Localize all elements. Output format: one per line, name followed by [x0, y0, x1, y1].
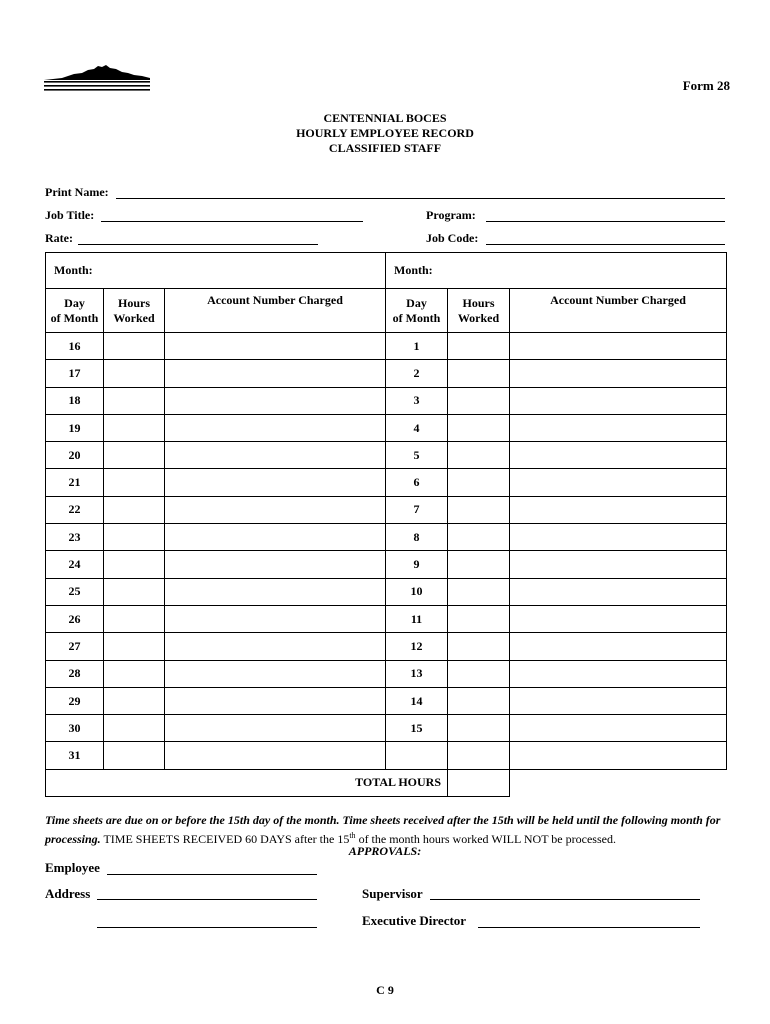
account-cell-right[interactable]: [510, 333, 727, 360]
note-superscript: th: [349, 831, 356, 840]
hours-cell-right[interactable]: [448, 469, 510, 496]
day-cell-left: 31: [46, 742, 104, 769]
day-of-month-header-right: Day of Month: [386, 289, 448, 333]
account-cell-right[interactable]: [510, 551, 727, 578]
note-italic: Time sheets are due on or before the 15th day of the month. Time sheets received after the 15th will be held until the following month for processing.: [45, 813, 721, 846]
account-cell-left[interactable]: [165, 687, 386, 714]
table-row: [46, 524, 727, 551]
account-cell-right[interactable]: [510, 633, 727, 660]
hours-cell-left[interactable]: [104, 333, 165, 360]
print-name-field[interactable]: [116, 198, 725, 199]
job-title-label: Job Title:: [45, 208, 95, 222]
day-cell-left: 30: [46, 715, 104, 742]
account-cell-left[interactable]: [165, 360, 386, 387]
address-line-1[interactable]: [97, 899, 317, 900]
hours-cell-left[interactable]: [104, 605, 165, 632]
hours-table: [45, 252, 727, 797]
account-number-header-right: Account Number Charged: [510, 289, 727, 333]
hours-cell-right[interactable]: [448, 414, 510, 441]
centennial-boces-logo: [42, 60, 152, 94]
account-cell-right[interactable]: [510, 660, 727, 687]
account-cell-right[interactable]: [510, 578, 727, 605]
title-line-2: HOURLY EMPLOYEE RECORD: [296, 126, 474, 140]
hours-cell-left[interactable]: [104, 687, 165, 714]
hours-cell-right[interactable]: [448, 687, 510, 714]
job-title-field[interactable]: [101, 221, 363, 222]
table-row: [46, 742, 727, 769]
table-row: [46, 442, 727, 469]
title-line-1: CENTENNIAL BOCES: [323, 111, 447, 125]
hours-cell-right[interactable]: [448, 442, 510, 469]
day-cell-left: 28: [46, 660, 104, 687]
hours-cell-left[interactable]: [104, 496, 165, 523]
day-cell-right: 10: [386, 578, 448, 605]
account-cell-left[interactable]: [165, 333, 386, 360]
day-cell-left: 25: [46, 578, 104, 605]
hours-cell-left[interactable]: [104, 469, 165, 496]
note-plain-a: TIME SHEETS RECEIVED 60 DAYS after the 15: [100, 832, 350, 846]
account-cell-left[interactable]: [165, 742, 386, 769]
hours-cell-right[interactable]: [448, 524, 510, 551]
table-row: [46, 687, 727, 714]
day-cell-right: 1: [386, 333, 448, 360]
account-cell-right[interactable]: [510, 414, 727, 441]
day-cell-left: 24: [46, 551, 104, 578]
note-plain-b: of the month hours worked WILL NOT be processed.: [355, 832, 616, 846]
account-cell-right[interactable]: [510, 387, 727, 414]
hours-worked-header-left: Hours Worked: [104, 289, 165, 333]
day-cell-right: 12: [386, 633, 448, 660]
account-cell-right[interactable]: [510, 687, 727, 714]
account-cell-left[interactable]: [165, 660, 386, 687]
day-cell-right: 7: [386, 496, 448, 523]
day-cell-left: 19: [46, 414, 104, 441]
account-cell-right[interactable]: [510, 742, 727, 769]
hours-cell-right[interactable]: [448, 496, 510, 523]
day-cell-left: 18: [46, 387, 104, 414]
account-cell-left[interactable]: [165, 442, 386, 469]
account-cell-left[interactable]: [165, 605, 386, 632]
hours-cell-left[interactable]: [104, 660, 165, 687]
hours-cell-left[interactable]: [104, 414, 165, 441]
day-cell-left: 29: [46, 687, 104, 714]
hours-cell-right[interactable]: [448, 742, 510, 769]
account-cell-left[interactable]: [165, 496, 386, 523]
executive-director-signature-line[interactable]: [478, 927, 700, 928]
account-cell-right[interactable]: [510, 442, 727, 469]
hours-cell-right[interactable]: [448, 660, 510, 687]
account-cell-left[interactable]: [165, 414, 386, 441]
day-cell-left: 17: [46, 360, 104, 387]
executive-director-label: Executive Director: [362, 913, 467, 928]
account-cell-left[interactable]: [165, 578, 386, 605]
approvals-heading: APPROVALS:: [348, 844, 422, 858]
table-row: [46, 414, 727, 441]
account-number-header-left: Account Number Charged: [165, 289, 386, 333]
account-cell-left[interactable]: [165, 551, 386, 578]
hours-cell-left[interactable]: [104, 742, 165, 769]
day-cell-right: 13: [386, 660, 448, 687]
hours-cell-right[interactable]: [448, 605, 510, 632]
supervisor-signature-line[interactable]: [430, 899, 700, 900]
hours-cell-left[interactable]: [104, 578, 165, 605]
table-row: [46, 660, 727, 687]
table-row: [46, 578, 727, 605]
day-cell-right: 15: [386, 715, 448, 742]
supervisor-label: Supervisor: [362, 886, 423, 901]
hours-cell-right[interactable]: [448, 333, 510, 360]
program-field[interactable]: [486, 221, 725, 222]
day-cell-right: 5: [386, 442, 448, 469]
rate-label: Rate:: [45, 231, 73, 245]
hours-cell-left[interactable]: [104, 442, 165, 469]
hours-cell-right[interactable]: [448, 360, 510, 387]
employee-label: Employee: [45, 860, 100, 875]
program-label: Program:: [426, 208, 476, 222]
account-cell-left[interactable]: [165, 387, 386, 414]
account-cell-left[interactable]: [165, 633, 386, 660]
day-of-month-header-left: Day of Month: [46, 289, 104, 333]
day-cell-right: 6: [386, 469, 448, 496]
day-cell-left: 22: [46, 496, 104, 523]
table-row: [46, 387, 727, 414]
hours-cell-right[interactable]: [448, 633, 510, 660]
total-hours-label: TOTAL HOURS: [46, 769, 448, 796]
account-cell-right[interactable]: [510, 469, 727, 496]
hours-cell-left[interactable]: [104, 551, 165, 578]
blank-cell: [510, 769, 727, 796]
day-cell-right: 9: [386, 551, 448, 578]
form-number: Form 28: [682, 78, 730, 93]
day-cell-left: 16: [46, 333, 104, 360]
day-cell-left: 20: [46, 442, 104, 469]
hours-cell-left[interactable]: [104, 633, 165, 660]
day-cell-left: 27: [46, 633, 104, 660]
page-number: C 9: [376, 983, 394, 997]
day-cell-right: 14: [386, 687, 448, 714]
print-name-label: Print Name:: [45, 185, 109, 199]
address-line-2[interactable]: [97, 927, 317, 928]
account-cell-left[interactable]: [165, 715, 386, 742]
account-cell-left[interactable]: [165, 524, 386, 551]
hours-cell-left[interactable]: [104, 360, 165, 387]
submission-note: [45, 812, 755, 847]
hours-cell-left[interactable]: [104, 524, 165, 551]
day-cell-left: 23: [46, 524, 104, 551]
account-cell-right[interactable]: [510, 360, 727, 387]
job-code-label: Job Code:: [426, 231, 479, 245]
account-cell-right[interactable]: [510, 496, 727, 523]
employee-signature-line[interactable]: [107, 874, 317, 875]
table-row: [46, 360, 727, 387]
hours-cell-left[interactable]: [104, 715, 165, 742]
account-cell-right[interactable]: [510, 524, 727, 551]
rate-field[interactable]: [78, 244, 318, 245]
total-hours-cell[interactable]: [448, 769, 510, 796]
table-row: [46, 551, 727, 578]
table-row: [46, 633, 727, 660]
month-field-left[interactable]: Month:: [46, 253, 386, 289]
hours-cell-left[interactable]: [104, 387, 165, 414]
day-cell-right: 3: [386, 387, 448, 414]
hours-cell-right[interactable]: [448, 551, 510, 578]
day-cell-right: [386, 742, 448, 769]
day-cell-right: 2: [386, 360, 448, 387]
account-cell-left[interactable]: [165, 469, 386, 496]
address-label: Address: [45, 886, 91, 901]
hours-cell-right[interactable]: [448, 578, 510, 605]
table-row: [46, 496, 727, 523]
day-cell-left: 21: [46, 469, 104, 496]
day-cell-left: 26: [46, 605, 104, 632]
hours-worked-header-right: Hours Worked: [448, 289, 510, 333]
account-cell-right[interactable]: [510, 605, 727, 632]
month-field-right[interactable]: Month:: [386, 253, 727, 289]
table-row: [46, 333, 727, 360]
title-line-3: CLASSIFIED STAFF: [328, 141, 442, 155]
table-row: [46, 715, 727, 742]
day-cell-right: 11: [386, 605, 448, 632]
hours-cell-right[interactable]: [448, 387, 510, 414]
day-cell-right: 4: [386, 414, 448, 441]
table-row: [46, 469, 727, 496]
day-cell-right: 8: [386, 524, 448, 551]
table-row: [46, 605, 727, 632]
account-cell-right[interactable]: [510, 715, 727, 742]
hours-cell-right[interactable]: [448, 715, 510, 742]
job-code-field[interactable]: [486, 244, 725, 245]
